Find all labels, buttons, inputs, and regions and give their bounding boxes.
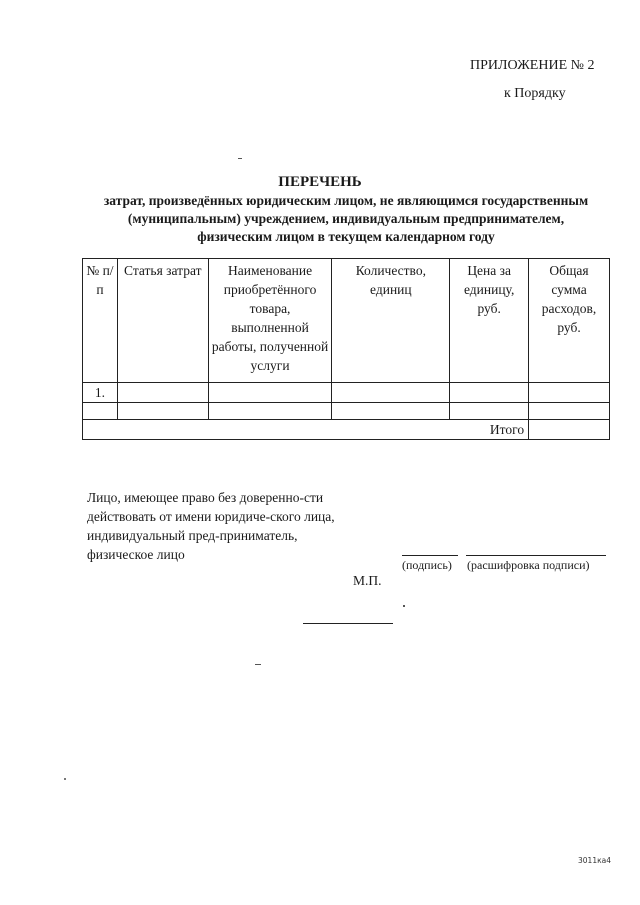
column-header-item-name <box>208 259 332 383</box>
column-header-label: Статья затрат <box>124 263 202 278</box>
total-value <box>529 420 610 440</box>
appendix-reference: к Порядку <box>504 86 566 101</box>
column-header-label: Общая сумма расходов, руб. <box>541 263 597 335</box>
table-cell <box>332 383 450 403</box>
column-header-label: № п/п <box>86 263 114 297</box>
column-header-total-sum <box>529 259 610 383</box>
table-cell <box>332 403 450 420</box>
table-cell <box>450 403 529 420</box>
column-header-label: Наименование приобретённого товара, выполненной работы, полученной услуги <box>211 263 329 373</box>
stamp-place-label: М.П. <box>353 573 382 588</box>
column-header-number <box>83 259 118 383</box>
stray-mark <box>238 158 242 159</box>
cost-table <box>82 258 610 440</box>
appendix-number: ПРИЛОЖЕНИЕ № 2 <box>470 58 595 73</box>
signer-description: Лицо, имеющее право без доверенно-сти действовать от имени юридиче-ского лица, индивидуальный пред-приниматель, физическое лицо <box>87 490 335 562</box>
document-subtitle: затрат, произведённых юридическим лицом, не являющимся государственным (муниципальным) учреждением, индивидуальным предпринимателем, физическим лицом в текущем календарном году <box>103 193 589 244</box>
table-cell <box>529 383 610 403</box>
column-header-label: Количество, единиц <box>355 263 426 297</box>
table-cell <box>208 383 332 403</box>
date-line <box>303 623 393 624</box>
table-cell <box>117 403 208 420</box>
stray-mark <box>403 605 405 607</box>
document-code: 3011ка4 <box>578 856 611 865</box>
decryption-label: (расшифровка подписи) <box>467 558 590 572</box>
table-header-row <box>83 259 610 383</box>
table-cell: 1. <box>83 383 118 403</box>
total-label: Итого <box>83 420 529 440</box>
signature-line <box>402 555 458 556</box>
stray-mark <box>255 664 261 665</box>
stray-mark <box>64 778 66 780</box>
table-cell <box>83 403 118 420</box>
table-cell <box>529 403 610 420</box>
column-header-label: Цена за единицу, руб. <box>463 263 515 316</box>
table-cell <box>208 403 332 420</box>
column-header-cost-item <box>117 259 208 383</box>
table-row <box>83 383 610 403</box>
table-total-row <box>83 420 610 440</box>
table-cell <box>450 383 529 403</box>
document-title: ПЕРЕЧЕНЬ <box>278 174 362 190</box>
column-header-unit-price <box>450 259 529 383</box>
signature-label: (подпись) <box>402 558 452 572</box>
table-row <box>83 403 610 420</box>
decryption-line <box>466 555 606 556</box>
table-cell <box>117 383 208 403</box>
column-header-quantity <box>332 259 450 383</box>
